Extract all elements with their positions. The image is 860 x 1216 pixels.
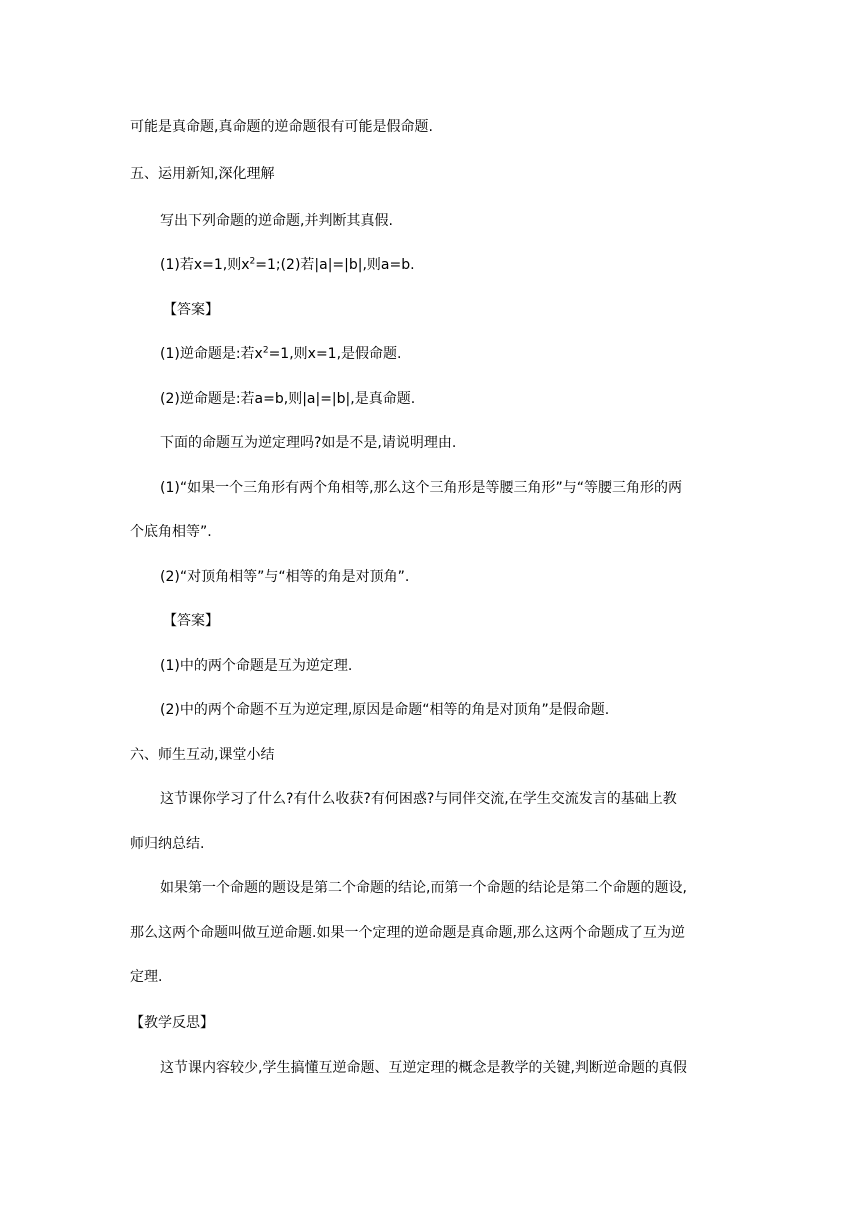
paragraph-line: 这节课内容较少,学生搞懂互逆命题、互逆定理的概念是教学的关键,判断逆命题的真假 — [160, 1060, 687, 1076]
paragraph-line: 如果第一个命题的题设是第二个命题的结论,而第一个命题的结论是第二个命题的题设, — [160, 880, 687, 896]
question-text: =1;(2)若|a|=|b|,则a=b. — [255, 257, 415, 273]
paragraph-line: 这节课你学习了什么?有什么收获?有何困惑?与同伴交流,在学生交流发言的基础上教 — [160, 791, 677, 807]
answer-label: 【答案】 — [163, 302, 219, 318]
paragraph-line: 定理. — [130, 969, 163, 985]
answer-text: (1)逆命题是:若x — [160, 346, 263, 362]
answer-1 — [160, 344, 740, 364]
paragraph-line: 师归纳总结. — [130, 836, 205, 852]
paragraph-line: 写出下列命题的逆命题,并判断其真假. — [160, 213, 393, 229]
paragraph-line: 可能是真命题,真命题的逆命题很有可能是假命题. — [130, 119, 433, 135]
paragraph-line: (2)中的两个命题不互为逆定理,原因是命题“相等的角是对顶角”是假命题. — [160, 702, 610, 718]
reflection-heading: 【教学反思】 — [130, 1015, 214, 1031]
section-heading-5: 五、运用新知,深化理解 — [130, 166, 275, 182]
section-heading-6: 六、师生互动,课堂小结 — [130, 747, 275, 763]
answer-label: 【答案】 — [163, 613, 219, 629]
paragraph-line: 个底角相等”. — [130, 524, 212, 540]
question-1 — [160, 255, 740, 275]
question-text: (1)若x=1,则x — [160, 257, 250, 273]
paragraph-line: 那么这两个命题叫做互逆命题.如果一个定理的逆命题是真命题,那么这两个命题成了互为逆 — [130, 925, 685, 941]
paragraph-line: (2)“对顶角相等”与“相等的角是对顶角”. — [160, 569, 410, 585]
superscript: 2 — [262, 345, 269, 356]
answer-2: (2)逆命题是:若a=b,则|a|=|b|,是真命题. — [160, 391, 416, 407]
paragraph-line: (1)中的两个命题是互为逆定理. — [160, 658, 353, 674]
paragraph-line: 下面的命题互为逆定理吗?如是不是,请说明理由. — [160, 435, 457, 451]
answer-text: =1,则x=1,是假命题. — [268, 346, 402, 362]
paragraph-line: (1)“如果一个三角形有两个角相等,那么这个三角形是等腰三角形”与“等腰三角形的两 — [160, 480, 683, 496]
superscript: 2 — [249, 256, 256, 267]
